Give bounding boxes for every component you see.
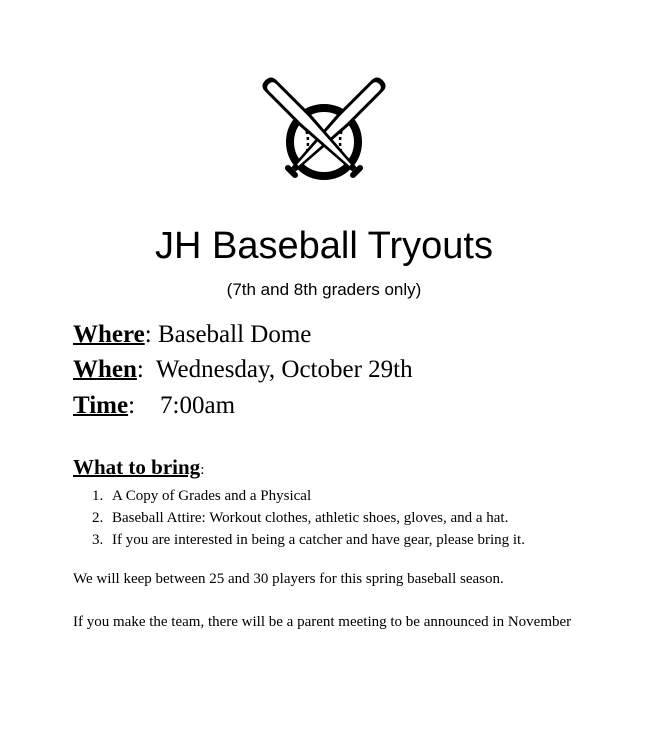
list-item-text: Baseball Attire: Workout clothes, athletic shoes, gloves, and a hat. xyxy=(112,510,509,526)
bring-list xyxy=(92,485,525,551)
when-separator: : xyxy=(136,356,144,383)
list-item xyxy=(92,507,525,529)
list-item-text: A Copy of Grades and a Physical xyxy=(112,488,312,504)
time-separator: : xyxy=(128,392,136,419)
list-item-text: If you are interested in being a catcher and have gear, please bring it. xyxy=(112,532,525,548)
parent-meeting-paragraph: If you make the team, there will be a parent meeting to be announced in November xyxy=(73,614,572,630)
when-label: When xyxy=(73,356,137,383)
where-value: Baseball Dome xyxy=(151,321,312,348)
time-row xyxy=(73,391,235,421)
where-separator: : xyxy=(144,321,152,348)
roster-size-paragraph: We will keep between 25 and 30 players for this spring baseball season. xyxy=(73,571,504,587)
list-item-number: 1. xyxy=(92,488,104,504)
list-item xyxy=(92,485,525,507)
time-label: Time xyxy=(73,392,129,419)
crossed-baseball-bats-icon xyxy=(258,74,390,204)
where-row xyxy=(73,320,311,350)
what-to-bring-heading xyxy=(73,454,204,483)
what-to-bring-colon: : xyxy=(200,462,205,478)
list-item-number: 3. xyxy=(92,532,104,548)
list-item xyxy=(92,529,525,551)
what-to-bring-label: What to bring xyxy=(73,455,201,479)
time-value: 7:00am xyxy=(135,392,236,419)
where-label: Where xyxy=(73,321,145,348)
when-value: Wednesday, October 29th xyxy=(143,356,413,383)
page-title: JH Baseball Tryouts xyxy=(155,225,493,267)
list-item-number: 2. xyxy=(92,510,104,526)
when-row xyxy=(73,355,413,385)
page-subtitle: (7th and 8th graders only) xyxy=(226,280,422,299)
